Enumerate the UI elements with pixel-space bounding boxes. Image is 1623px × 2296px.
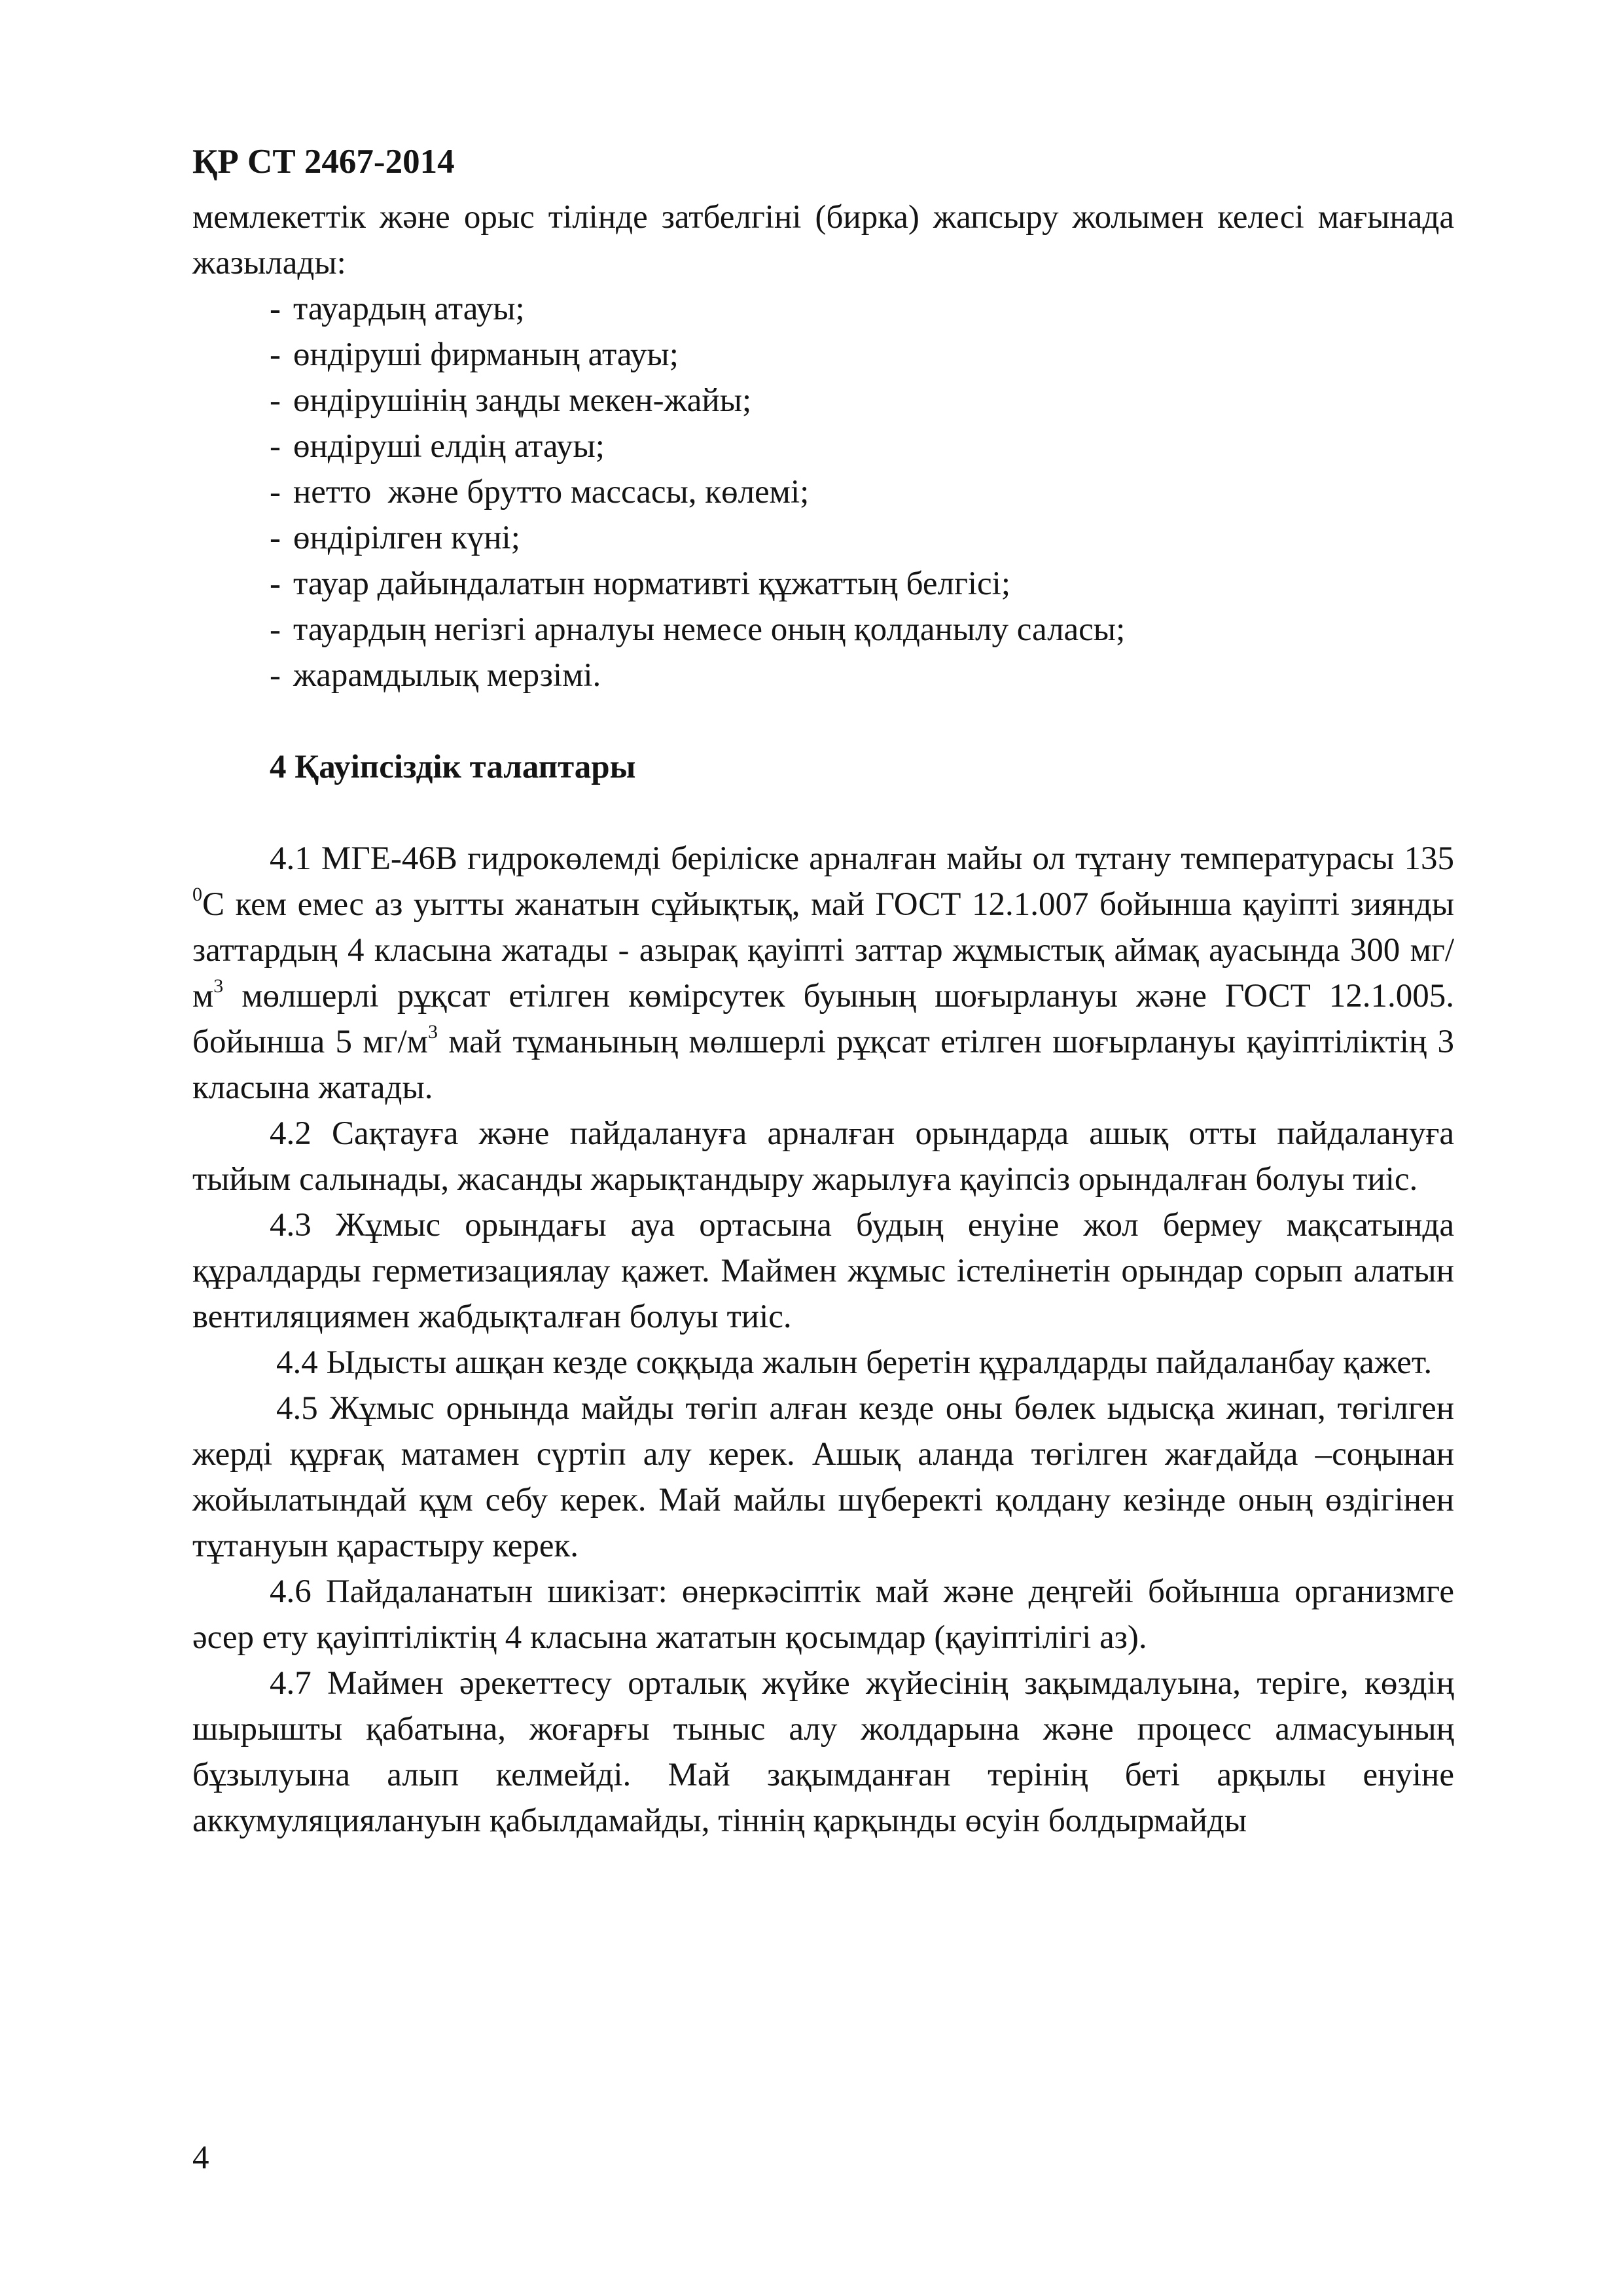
list-item: - тауар дайындалатын нормативті құжаттың белгісі; [270,565,1011,602]
paragraph-4-7: 4.7 Маймен әрекеттесу орталық жүйке жүйесінің зақымдалуына, теріге, көздің шырышты қабатына, жоғарғы тыныс алу жолдарына және процесс алмасуының бұзылуына алып келмейді. Май зақымданған терінің беті арқылы енуіне аккумуляциялануын қабылдамайды, тіннің қарқынды өсуін болдырмайды [192,1665,1454,1839]
list-item: - жарамдылық мерзімі. [270,657,601,694]
list-item: - нетто және брутто массасы, көлемі; [270,474,810,511]
list-item: - тауардың атауы; [270,291,525,327]
label-requirements-list [192,286,1454,698]
page-number: 4 [192,2140,209,2176]
document-code-header: ҚР СТ 2467-2014 [192,143,455,181]
paragraph-4-5: 4.5 Жұмыс орнында майды төгіп алған кезде оны бөлек ыдысқа жинап, төгілген жерді құрғақ матамен сүртіп алу керек. Ашық аланда төгілген жағдайда –соңынан жойылатындай құм себу керек. Май майлы шүберекті қолдану кезінде оның өздігінен тұтануын қарастыру керек. [192,1390,1454,1564]
list-item: - өндіруші фирманың атауы; [270,336,679,373]
list-item: - өндіруші елдің атауы; [270,428,605,465]
paragraph-4-4: 4.4 Ыдысты ашқан кезде соққыда жалын беретін құралдарды пайдаланбау қажет. [276,1344,1433,1381]
paragraph-4-6: 4.6 Пайдаланатын шикізат: өнеркәсіптік май және деңгейі бойынша организмге әсер ету қауіптіліктің 4 класына жататын қосымдар (қауіптілігі аз). [192,1573,1454,1656]
paragraph-4-1: 4.1 МГЕ-46В гидрокөлемді беріліске арналған майы ол тұтану температурасы 135 $^0$С кем емес аз уытты жанатын сұйықтық, май ГОСТ 12.1.007 бойынша қауіпті зиянды заттардың 4 класына жатады - азырақ қауіпті заттар жұмыстық аймақ ауасында 300 $мг/м^3$ мөлшерлі рұқсат етілген көмірсутек буының шоғырлануы және ГОСТ 12.1.005. бойынша 5 $мг/м^3$ май тұманының мөлшерлі рұқсат етілген шоғырлануы қауіптіліктің 3 класына жатады. [192,840,1454,1106]
list-item: - тауардың негізгі арналуы немесе оның қолданылу саласы; [270,611,1126,648]
section-title: 4 Қауіпсіздік талаптары [270,749,636,785]
intro-paragraph: мемлекеттік және орыс тілінде затбелгіні (бирка) жапсыру жолымен келесі мағынада жазылады: [192,199,1454,281]
paragraph-4-3: 4.3 Жұмыс орындағы ауа ортасына будың енуіне жол бермеу мақсатында құралдарды герметизациялау қажет. Маймен жұмыс істелінетін орындар сорып алатын вентиляциямен жабдықталған болуы тиіс. [192,1207,1454,1335]
paragraph-4-2: 4.2 Сақтауға және пайдалануға арналған орындарда ашық отты пайдалануға тыйым салынады, жасанды жарықтандыру жарылуға қауіпсіз орындалған болуы тиіс. [192,1115,1454,1198]
list-item: - өндірілген күні; [270,520,520,556]
document-body [192,194,1454,1844]
list-item: - өндірушінің заңды мекен-жайы; [270,382,752,419]
